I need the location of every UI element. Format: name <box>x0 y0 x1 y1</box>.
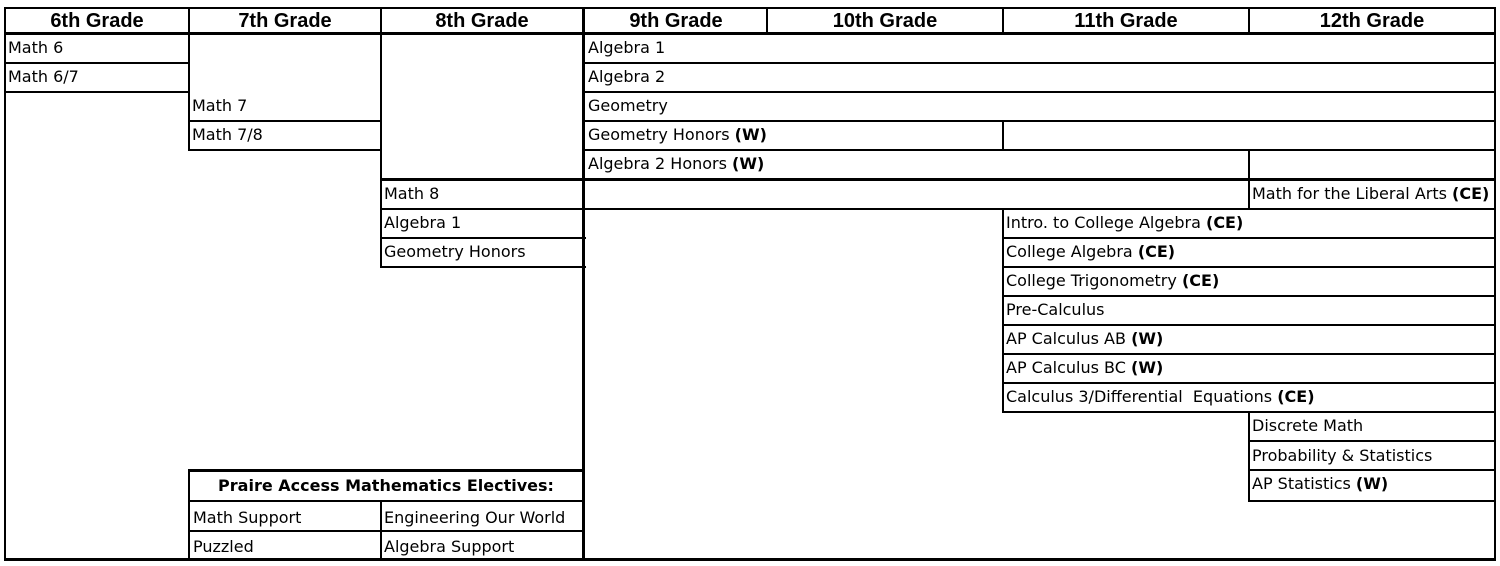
course-ap-calculus-ab <box>1006 326 1163 352</box>
course-geometry-honors <box>588 122 767 148</box>
header-9th-grade: 9th Grade <box>629 10 723 32</box>
column-divider <box>188 91 190 151</box>
weighted-badge: (W) <box>1131 329 1164 348</box>
row-divider <box>380 266 586 268</box>
header-8th-grade: 8th Grade <box>435 10 529 32</box>
header-divider <box>1248 7 1250 35</box>
row-divider <box>1002 295 1496 297</box>
course-name: Pre-Calculus <box>1006 300 1105 319</box>
course-name: Discrete Math <box>1252 416 1364 435</box>
header-divider <box>766 7 768 35</box>
row-divider <box>4 91 190 93</box>
course-algebra-1 <box>588 35 665 61</box>
row-divider <box>1002 237 1496 239</box>
header-6th-grade: 6th Grade <box>50 10 144 32</box>
header-divider <box>188 7 190 35</box>
row-divider <box>582 208 1496 210</box>
electives-divider <box>380 500 382 561</box>
column-divider <box>1248 149 1250 210</box>
course-name: Probability & Statistics <box>1252 446 1433 465</box>
header-divider <box>1002 7 1004 35</box>
row-divider <box>582 91 1496 93</box>
column-divider <box>380 33 382 268</box>
course-geometry <box>588 93 668 119</box>
table-border-bottom <box>4 558 1496 561</box>
elective-puzzled: Puzzled <box>193 537 254 556</box>
course-calculus-3 <box>1006 384 1315 410</box>
course-name: Algebra 1 <box>588 38 666 57</box>
row-divider <box>582 120 1496 122</box>
column-divider <box>1002 120 1004 151</box>
course-name: Calculus 3/Differential Equations <box>1006 387 1273 406</box>
course-algebra-2-honors <box>588 151 764 177</box>
row-divider <box>582 62 1496 64</box>
course-math-7-8 <box>192 122 263 148</box>
course-name: Math 8 <box>384 184 440 203</box>
course-math-7 <box>192 93 247 119</box>
course-ap-statistics <box>1252 471 1388 497</box>
course-name: AP Calculus AB <box>1006 329 1126 348</box>
course-name: AP Statistics <box>1252 474 1351 493</box>
column-divider <box>188 33 190 93</box>
course-name: College Trigonometry <box>1006 271 1177 290</box>
course-math-8 <box>384 181 439 207</box>
header-7th-grade: 7th Grade <box>238 10 332 32</box>
weighted-badge: (W) <box>734 125 767 144</box>
weighted-badge: (W) <box>1131 358 1164 377</box>
header-10th-grade: 10th Grade <box>832 10 938 32</box>
course-pre-calculus <box>1006 297 1105 323</box>
course-name: Algebra 2 <box>588 67 666 86</box>
weighted-badge: (W) <box>732 154 765 173</box>
row-divider <box>380 237 586 239</box>
course-college-trigonometry <box>1006 268 1219 294</box>
course-name: Algebra 2 Honors <box>588 154 727 173</box>
course-name: College Algebra <box>1006 242 1133 261</box>
row-divider <box>380 208 586 210</box>
course-algebra-1-8th <box>384 210 461 236</box>
electives-title: Praire Access Mathematics Electives: <box>218 476 554 495</box>
course-name: Intro. to College Algebra <box>1006 213 1201 232</box>
course-name: Math 7/8 <box>192 125 263 144</box>
row-divider <box>1248 469 1496 471</box>
course-math-6-7 <box>8 64 79 90</box>
course-college-algebra <box>1006 239 1175 265</box>
elective-engineering-our-world: Engineering Our World <box>384 508 566 527</box>
course-name: Algebra 1 <box>384 213 462 232</box>
electives-divider <box>188 500 584 502</box>
row-divider <box>1002 266 1496 268</box>
course-math-liberal-arts <box>1252 181 1489 207</box>
electives-border-top <box>188 469 584 472</box>
elective-algebra-support: Algebra Support <box>384 537 515 556</box>
header-divider <box>4 32 1496 35</box>
row-divider <box>188 120 382 122</box>
course-probability-statistics <box>1252 443 1432 469</box>
electives-border-left <box>188 469 190 561</box>
row-divider <box>1248 500 1496 502</box>
elective-math-support: Math Support <box>193 508 302 527</box>
course-ap-calculus-bc <box>1006 355 1163 381</box>
course-name: Geometry Honors <box>588 125 730 144</box>
row-divider <box>1248 440 1496 442</box>
row-divider <box>1002 324 1496 326</box>
course-name: Math 6/7 <box>8 67 79 86</box>
electives-divider <box>188 530 584 532</box>
course-intro-college-algebra <box>1006 210 1243 236</box>
row-divider <box>380 178 586 181</box>
row-divider <box>1002 382 1496 384</box>
row-divider <box>582 149 1496 151</box>
course-name: Math 7 <box>192 96 248 115</box>
header-11th-grade: 11th Grade <box>1074 10 1178 32</box>
concurrent-badge: (CE) <box>1452 184 1490 203</box>
weighted-badge: (W) <box>1355 474 1389 493</box>
row-divider <box>1002 353 1496 355</box>
header-divider <box>380 7 382 35</box>
course-geometry-honors-8th <box>384 239 526 265</box>
concurrent-badge: (CE) <box>1206 213 1244 232</box>
concurrent-badge: (CE) <box>1181 271 1220 290</box>
course-name: Math 6 <box>8 38 64 57</box>
course-name: AP Calculus BC <box>1006 358 1126 377</box>
column-divider <box>1248 411 1250 502</box>
course-discrete-math <box>1252 413 1363 439</box>
course-math-6 <box>8 35 63 61</box>
row-divider <box>188 149 382 151</box>
concurrent-badge: (CE) <box>1137 242 1176 261</box>
course-name: Geometry Honors <box>384 242 526 261</box>
table-border-top <box>4 7 1496 9</box>
course-name: Geometry <box>588 96 668 115</box>
header-12th-grade: 12th Grade <box>1319 10 1425 32</box>
course-name: Math for the Liberal Arts <box>1252 184 1447 203</box>
row-divider <box>582 178 1496 181</box>
course-algebra-2 <box>588 64 665 90</box>
row-divider <box>4 62 190 64</box>
concurrent-badge: (CE) <box>1277 387 1315 406</box>
